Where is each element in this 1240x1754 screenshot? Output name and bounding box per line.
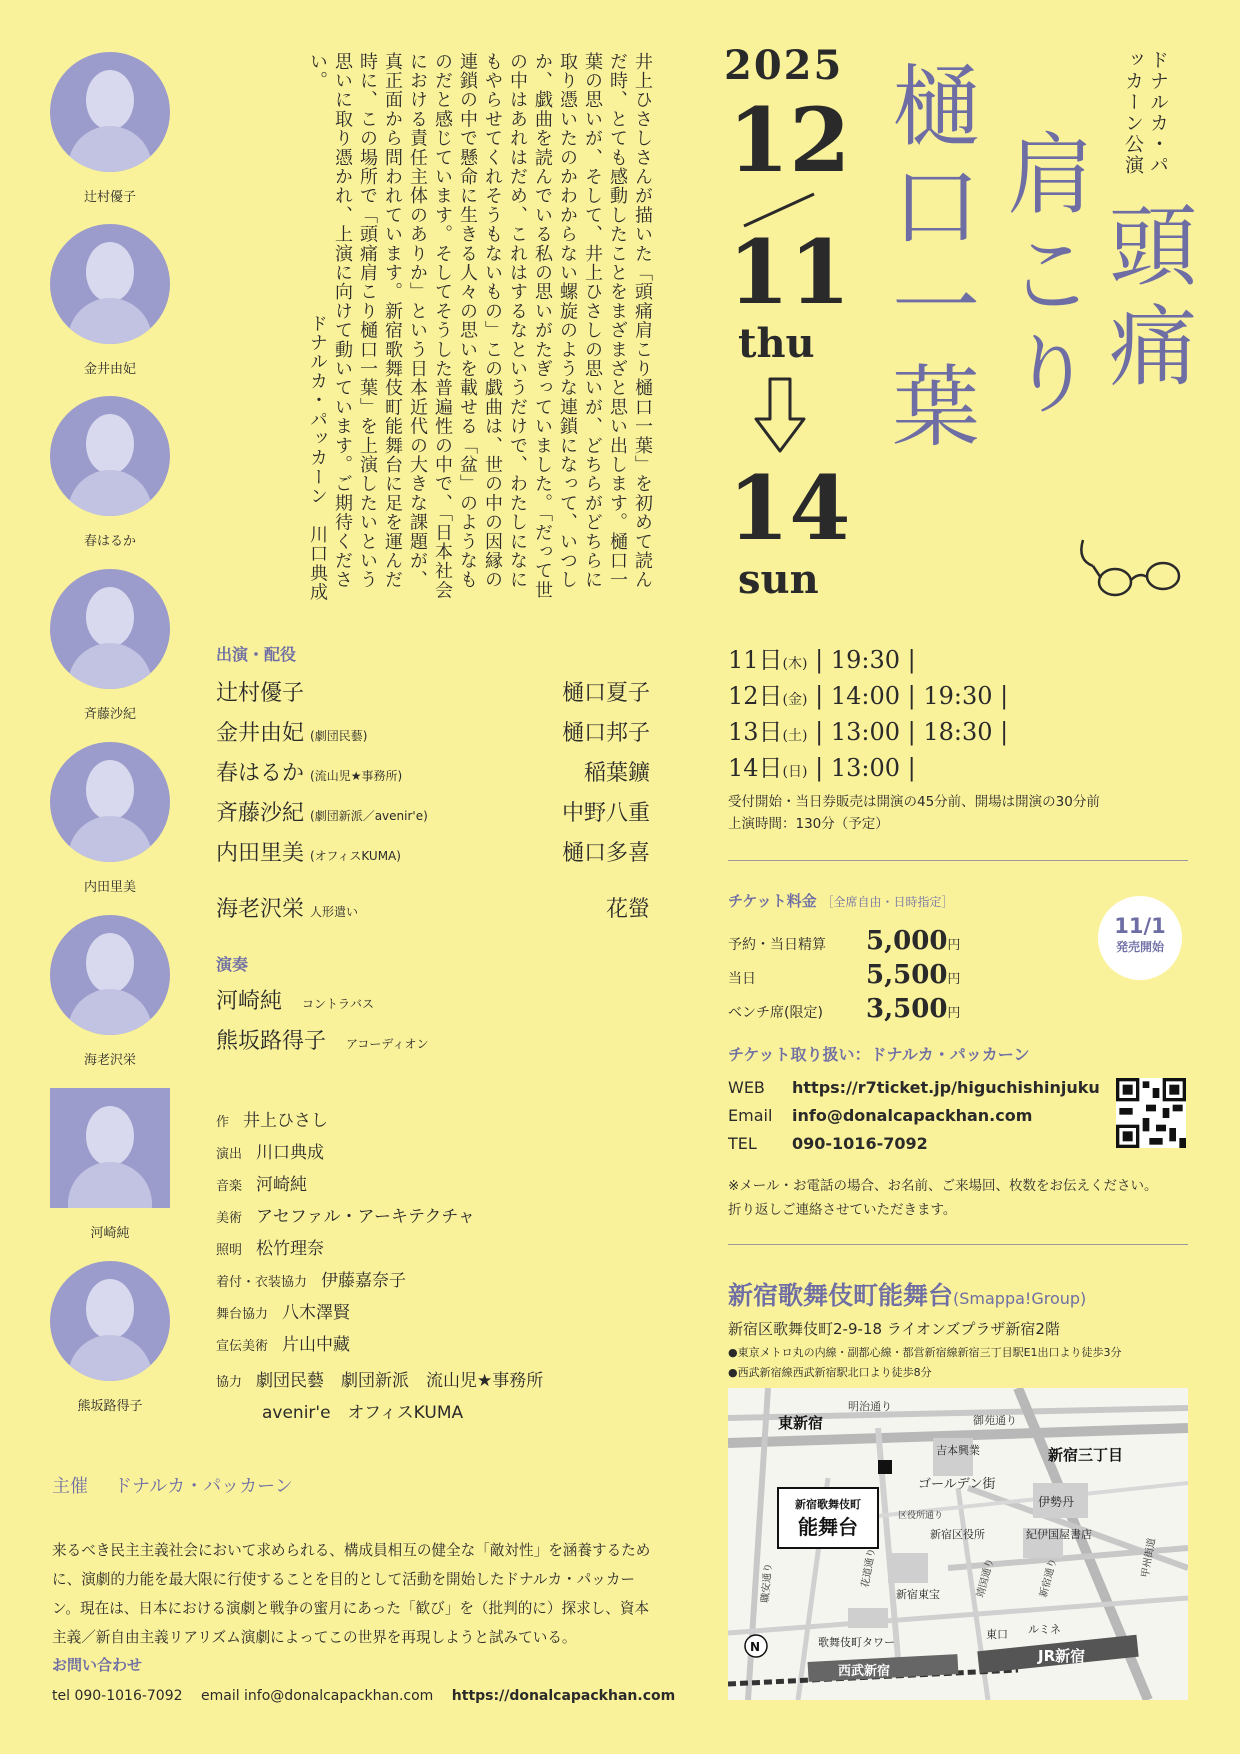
portrait-photo xyxy=(50,1088,170,1208)
venue-group: (Smappa!Group) xyxy=(953,1289,1087,1308)
price-unit: 円 xyxy=(947,1006,961,1021)
map-label: 伊勢丹 xyxy=(1038,1495,1075,1509)
music-row xyxy=(216,1024,656,1060)
schedule-row xyxy=(728,676,1008,711)
portrait-photo xyxy=(50,396,170,516)
staff-name: 井上ひさし xyxy=(243,1111,329,1131)
staff-name: 劇団民藝 劇団新派 流山児★事務所 xyxy=(256,1371,544,1391)
footer-email[interactable]: email info@donalcapackhan.com xyxy=(200,1688,434,1704)
price-unit: 円 xyxy=(947,938,961,953)
map-label: N xyxy=(750,1640,761,1654)
contact-note-1: ※メール・お電話の場合、お名前、ご来場回、枚数をお伝えください。 xyxy=(728,1178,1158,1194)
cast-row xyxy=(216,756,656,792)
schedule-times: | 13:00 | xyxy=(815,754,916,782)
portrait-caption: 辻村優子 xyxy=(83,190,136,205)
price-row xyxy=(728,994,978,1024)
cast-name: 金井由妃 xyxy=(216,721,305,746)
host-label: 主催 xyxy=(52,1476,88,1497)
schedule-weekday: (土) xyxy=(782,728,808,744)
portrait-kumasaka xyxy=(50,1261,175,1414)
cast-role: 花螢 xyxy=(605,897,650,922)
staff-role: 協力 xyxy=(216,1375,243,1390)
schedule-row xyxy=(728,640,916,675)
cast-affiliation: 人形遣い xyxy=(310,905,359,919)
venue-map xyxy=(728,1388,1188,1700)
price-unit: 円 xyxy=(947,972,961,987)
company-description: 来るべき民主主義社会において求められる、構成員相互の健全な「敵対性」を涵養するために、演劇的力能を最大限に行使することを目的として活動を開始したドナルカ・パッカーン。現在は、日本における演劇と戦争の蜜月にあった「歓び」を（批判的に）探求し、資本主義／新自由主義リアリズム演劇によってこの世界を再現しようと試みている。 xyxy=(52,1542,651,1646)
ticket-handler: チケット取り扱い：ドナルカ・パッカーン xyxy=(728,1045,1030,1064)
venue-name xyxy=(728,1276,1086,1312)
event-month: 12 xyxy=(728,88,851,192)
price-amount: 5,000 xyxy=(866,926,948,956)
staff-row xyxy=(216,1170,307,1195)
portrait-caption: 熊坂路得子 xyxy=(77,1399,143,1414)
price-type: 当日 xyxy=(728,971,756,987)
portrait-caption: 春はるか xyxy=(83,534,136,549)
portrait-photo xyxy=(50,915,170,1035)
tel-link[interactable]: 090-1016-7092 xyxy=(792,1134,928,1153)
map-label: 新宿区役所 xyxy=(930,1528,985,1541)
staff-row xyxy=(216,1266,406,1291)
title-line-2: 肩こり xyxy=(993,128,1096,428)
staff-row xyxy=(216,1330,350,1355)
musician-part: コントラバス xyxy=(302,997,375,1011)
contact-web xyxy=(728,1078,1100,1097)
footer-tel[interactable]: tel 090-1016-7092 xyxy=(52,1688,183,1704)
map-label: 御苑通り xyxy=(973,1414,1017,1427)
schedule-day: 12日 xyxy=(728,682,783,710)
staff-row xyxy=(216,1234,324,1259)
map-label: 西武新宿 xyxy=(838,1664,891,1679)
portrait-photo xyxy=(50,569,170,689)
staff-row xyxy=(216,1298,350,1323)
portrait-caption: 金井由妃 xyxy=(83,362,136,377)
music-label: 演奏 xyxy=(216,955,249,974)
badge-text: 発売開始 xyxy=(1115,940,1164,954)
event-start-weekday: thu xyxy=(738,320,815,367)
portrait-caption: 斉藤沙紀 xyxy=(83,707,136,722)
schedule-day: 13日 xyxy=(728,718,783,746)
footer-contact xyxy=(52,1688,675,1704)
portrait-ebisawa xyxy=(50,915,175,1068)
map-label: 新宿三丁目 xyxy=(1048,1446,1124,1464)
portrait-photo xyxy=(50,224,170,344)
sale-start-badge xyxy=(1098,896,1182,980)
portrait-tsujimura xyxy=(50,52,175,205)
staff-name: 松竹理奈 xyxy=(256,1239,325,1259)
schedule-times: | 13:00 | 18:30 | xyxy=(815,718,1009,746)
cast-name: 海老沢栄 xyxy=(216,897,305,922)
cast-affiliation: (オフィスKUMA) xyxy=(310,849,401,863)
map-label: 東新宿 xyxy=(778,1414,824,1432)
glasses-icon xyxy=(1075,530,1195,605)
staff-row xyxy=(216,1106,328,1131)
staff-name: 伊藤嘉奈子 xyxy=(321,1271,407,1291)
schedule-weekday: (木) xyxy=(782,656,808,672)
email-link[interactable]: info@donalcapackhan.com xyxy=(792,1106,1033,1125)
map-label: 甲州街道 xyxy=(1140,1537,1158,1579)
musician-name: 河崎純 xyxy=(216,989,283,1014)
map-label: 職安通り xyxy=(760,1562,775,1604)
cast-row xyxy=(216,796,656,832)
portrait-photo xyxy=(50,742,170,862)
music-row xyxy=(216,984,656,1020)
staff-name: 片山中藏 xyxy=(282,1335,351,1355)
badge-date: 11/1 xyxy=(1114,914,1166,938)
divider xyxy=(728,1244,1188,1245)
portrait-kawasaki xyxy=(50,1088,175,1241)
cast-role: 樋口邦子 xyxy=(561,721,650,746)
venue-access-2: ●西武新宿線西武新宿駅北口より徒歩8分 xyxy=(728,1366,932,1379)
price-row xyxy=(728,926,978,956)
event-start-day: 11 xyxy=(728,220,851,324)
cast-role: 稲葉鑛 xyxy=(583,761,650,786)
map-label: 花道通り xyxy=(860,1547,878,1589)
portrait-caption: 海老沢栄 xyxy=(83,1053,136,1068)
map-label: 能舞台 xyxy=(798,1515,858,1539)
cast-affiliation: (流山児★事務所) xyxy=(310,769,403,783)
staff-name: 八木澤賢 xyxy=(282,1303,351,1323)
presenter-label: ドナルカ・パッカーン公演 xyxy=(1122,50,1169,176)
schedule-note: 受付開始・当日券販売は開演の45分前、開場は開演の30分前 xyxy=(728,794,1100,810)
venue-address: 新宿区歌舞伎町2-9-18 ライオンズプラザ新宿2階 xyxy=(728,1320,1060,1338)
portrait-photo xyxy=(50,52,170,172)
host-heading xyxy=(52,1472,293,1498)
cast-row xyxy=(216,716,656,752)
ticket-sub: ［全席自由・日時指定］ xyxy=(821,895,954,909)
cast-row xyxy=(216,676,656,712)
staff-role: 美術 xyxy=(216,1211,243,1226)
essay-body: 井上ひさしさんが描いた「頭痛肩こり樋口一葉」を初めて読んだ時、とても感動したことをまざまざと思い出します。樋口一葉の思いが、そして、井上ひさしの思いが、どちらがどちらに取り憑いたのかわからない螺旋のような連鎖になって、いつしか、戯曲を読んでいる私の思いがたぎっていました。「だって世の中はあれはだめ、これはするなというだけで、わたしになにもやらせてくれそうもないもの」この戯曲は、世の中の因縁の連鎖の中で懸命に生きる人々の思いを載せる「盆」のようなものだと感じています。そしてそうした普遍性の中で、「日本社会における責任主体のありか」という日本近代の大きな課題が、真正面から問われています。新宿歌舞伎町能舞台に足を運んだ時に、この場所で「頭痛肩こり樋口一葉」を上演したいという思いに取り憑かれ、上演に向けて動いています。ご期待ください。 xyxy=(307,52,653,600)
map-label: 吉本興業 xyxy=(936,1444,980,1457)
cast-row xyxy=(216,836,656,872)
schedule-day: 11日 xyxy=(728,646,783,674)
cast-role: 樋口多喜 xyxy=(561,841,650,866)
cast-name: 斉藤沙紀 xyxy=(216,801,305,826)
portrait-photo xyxy=(50,1261,170,1381)
portrait-haru xyxy=(50,396,175,549)
cast-name: 春はるか xyxy=(216,761,305,786)
title-line-1: 頭痛 xyxy=(1095,200,1198,400)
map-label: ルミネ xyxy=(1028,1623,1061,1636)
ticket-heading xyxy=(728,890,953,911)
map-label: ゴールデン街 xyxy=(918,1477,996,1492)
cast-name: 辻村優子 xyxy=(216,681,305,706)
contact-key: TEL xyxy=(728,1134,757,1153)
staff-name: avenir'e オフィスKUMA xyxy=(262,1403,464,1423)
ticket-label: チケット料金 xyxy=(728,892,817,910)
schedule-times: | 14:00 | 19:30 | xyxy=(815,682,1009,710)
web-link[interactable]: https://r7ticket.jp/higuchishinjuku xyxy=(792,1078,1100,1097)
staff-role: 音楽 xyxy=(216,1179,243,1194)
map-label: 歌舞伎町タワー xyxy=(818,1636,895,1649)
footer-url[interactable]: https://donalcapackhan.com xyxy=(451,1688,676,1704)
staff-row xyxy=(262,1398,463,1423)
portrait-saito xyxy=(50,569,175,722)
inquiry-label: お問い合わせ xyxy=(52,1656,143,1674)
qr-code-icon[interactable] xyxy=(1116,1078,1186,1148)
staff-name: 河崎純 xyxy=(256,1175,308,1195)
cast-affiliation: (劇団新派／avenir'e) xyxy=(310,809,428,823)
cast-affiliation: (劇団民藝) xyxy=(310,729,368,743)
musician-name: 熊坂路得子 xyxy=(216,1029,327,1054)
schedule-row xyxy=(728,748,916,783)
contact-email xyxy=(728,1106,1032,1125)
map-label: 靖国通り xyxy=(975,1557,997,1599)
venue-access-1: ●東京メトロ丸の内線・副都心線・都営新宿線新宿三丁目駅E1出口より徒歩3分 xyxy=(728,1346,1122,1359)
portrait-kanai xyxy=(50,224,175,377)
price-amount: 3,500 xyxy=(866,994,948,1024)
event-year: 2025 xyxy=(724,42,844,89)
director-essay xyxy=(205,52,655,602)
runtime-note: 上演時間：130分（予定） xyxy=(728,816,889,832)
price-amount: 5,500 xyxy=(866,960,948,990)
portrait-caption: 河崎純 xyxy=(90,1226,130,1241)
map-label: 新宿歌舞伎町 xyxy=(795,1498,861,1511)
cast-name: 内田里美 xyxy=(216,841,305,866)
schedule-times: | 19:30 | xyxy=(815,646,916,674)
title-line-3: 樋口一葉 xyxy=(878,60,981,460)
schedule-row xyxy=(728,712,1008,747)
map-label: 紀伊国屋書店 xyxy=(1026,1528,1092,1541)
staff-role: 舞台協力 xyxy=(216,1307,269,1322)
staff-row xyxy=(216,1138,324,1163)
staff-role: 作 xyxy=(216,1115,230,1130)
cast-role: 樋口夏子 xyxy=(561,681,650,706)
staff-row xyxy=(216,1366,543,1391)
cast-row xyxy=(216,892,656,928)
essay-signature: ドナルカ・パッカーン 川口典成 xyxy=(307,314,328,602)
host-name: ドナルカ・パッカーン xyxy=(114,1476,293,1497)
map-label: JR新宿 xyxy=(1038,1647,1086,1665)
arrow-down-icon xyxy=(752,375,808,455)
price-type: ベンチ席(限定) xyxy=(728,1005,823,1021)
staff-role: 宣伝美術 xyxy=(216,1339,269,1354)
staff-role: 照明 xyxy=(216,1243,243,1258)
contact-key: WEB xyxy=(728,1078,765,1097)
venue-name-text: 新宿歌舞伎町能舞台 xyxy=(728,1281,954,1310)
event-end-day: 14 xyxy=(728,456,851,560)
portrait-uchida xyxy=(50,742,175,895)
staff-name: 川口典成 xyxy=(256,1143,325,1163)
price-row xyxy=(728,960,978,990)
divider xyxy=(728,860,1188,861)
map-label: 明治通り xyxy=(848,1400,892,1413)
schedule-weekday: (金) xyxy=(782,692,808,708)
staff-row xyxy=(216,1202,475,1227)
contact-tel xyxy=(728,1134,928,1153)
schedule-weekday: (日) xyxy=(782,764,808,780)
contact-note-2: 折り返しご連絡させていただきます。 xyxy=(728,1202,957,1218)
map-label: 新宿通り xyxy=(1038,1557,1060,1599)
staff-role: 着付・衣装協力 xyxy=(216,1275,308,1290)
schedule-day: 14日 xyxy=(728,754,783,782)
price-type: 予約・当日精算 xyxy=(728,937,826,953)
event-end-weekday: sun xyxy=(738,556,819,603)
staff-role: 演出 xyxy=(216,1147,243,1162)
cast-role: 中野八重 xyxy=(561,801,650,826)
map-label: 区役所通り xyxy=(898,1511,944,1521)
map-label: 東口 xyxy=(986,1628,1008,1641)
map-label: 新宿東宝 xyxy=(896,1588,940,1601)
contact-key: Email xyxy=(728,1106,773,1125)
portrait-caption: 内田里美 xyxy=(83,880,136,895)
staff-name: アセファル・アーキテクチャ xyxy=(256,1207,475,1227)
cast-label: 出演・配役 xyxy=(216,645,297,664)
musician-part: アコーディオン xyxy=(346,1037,429,1051)
